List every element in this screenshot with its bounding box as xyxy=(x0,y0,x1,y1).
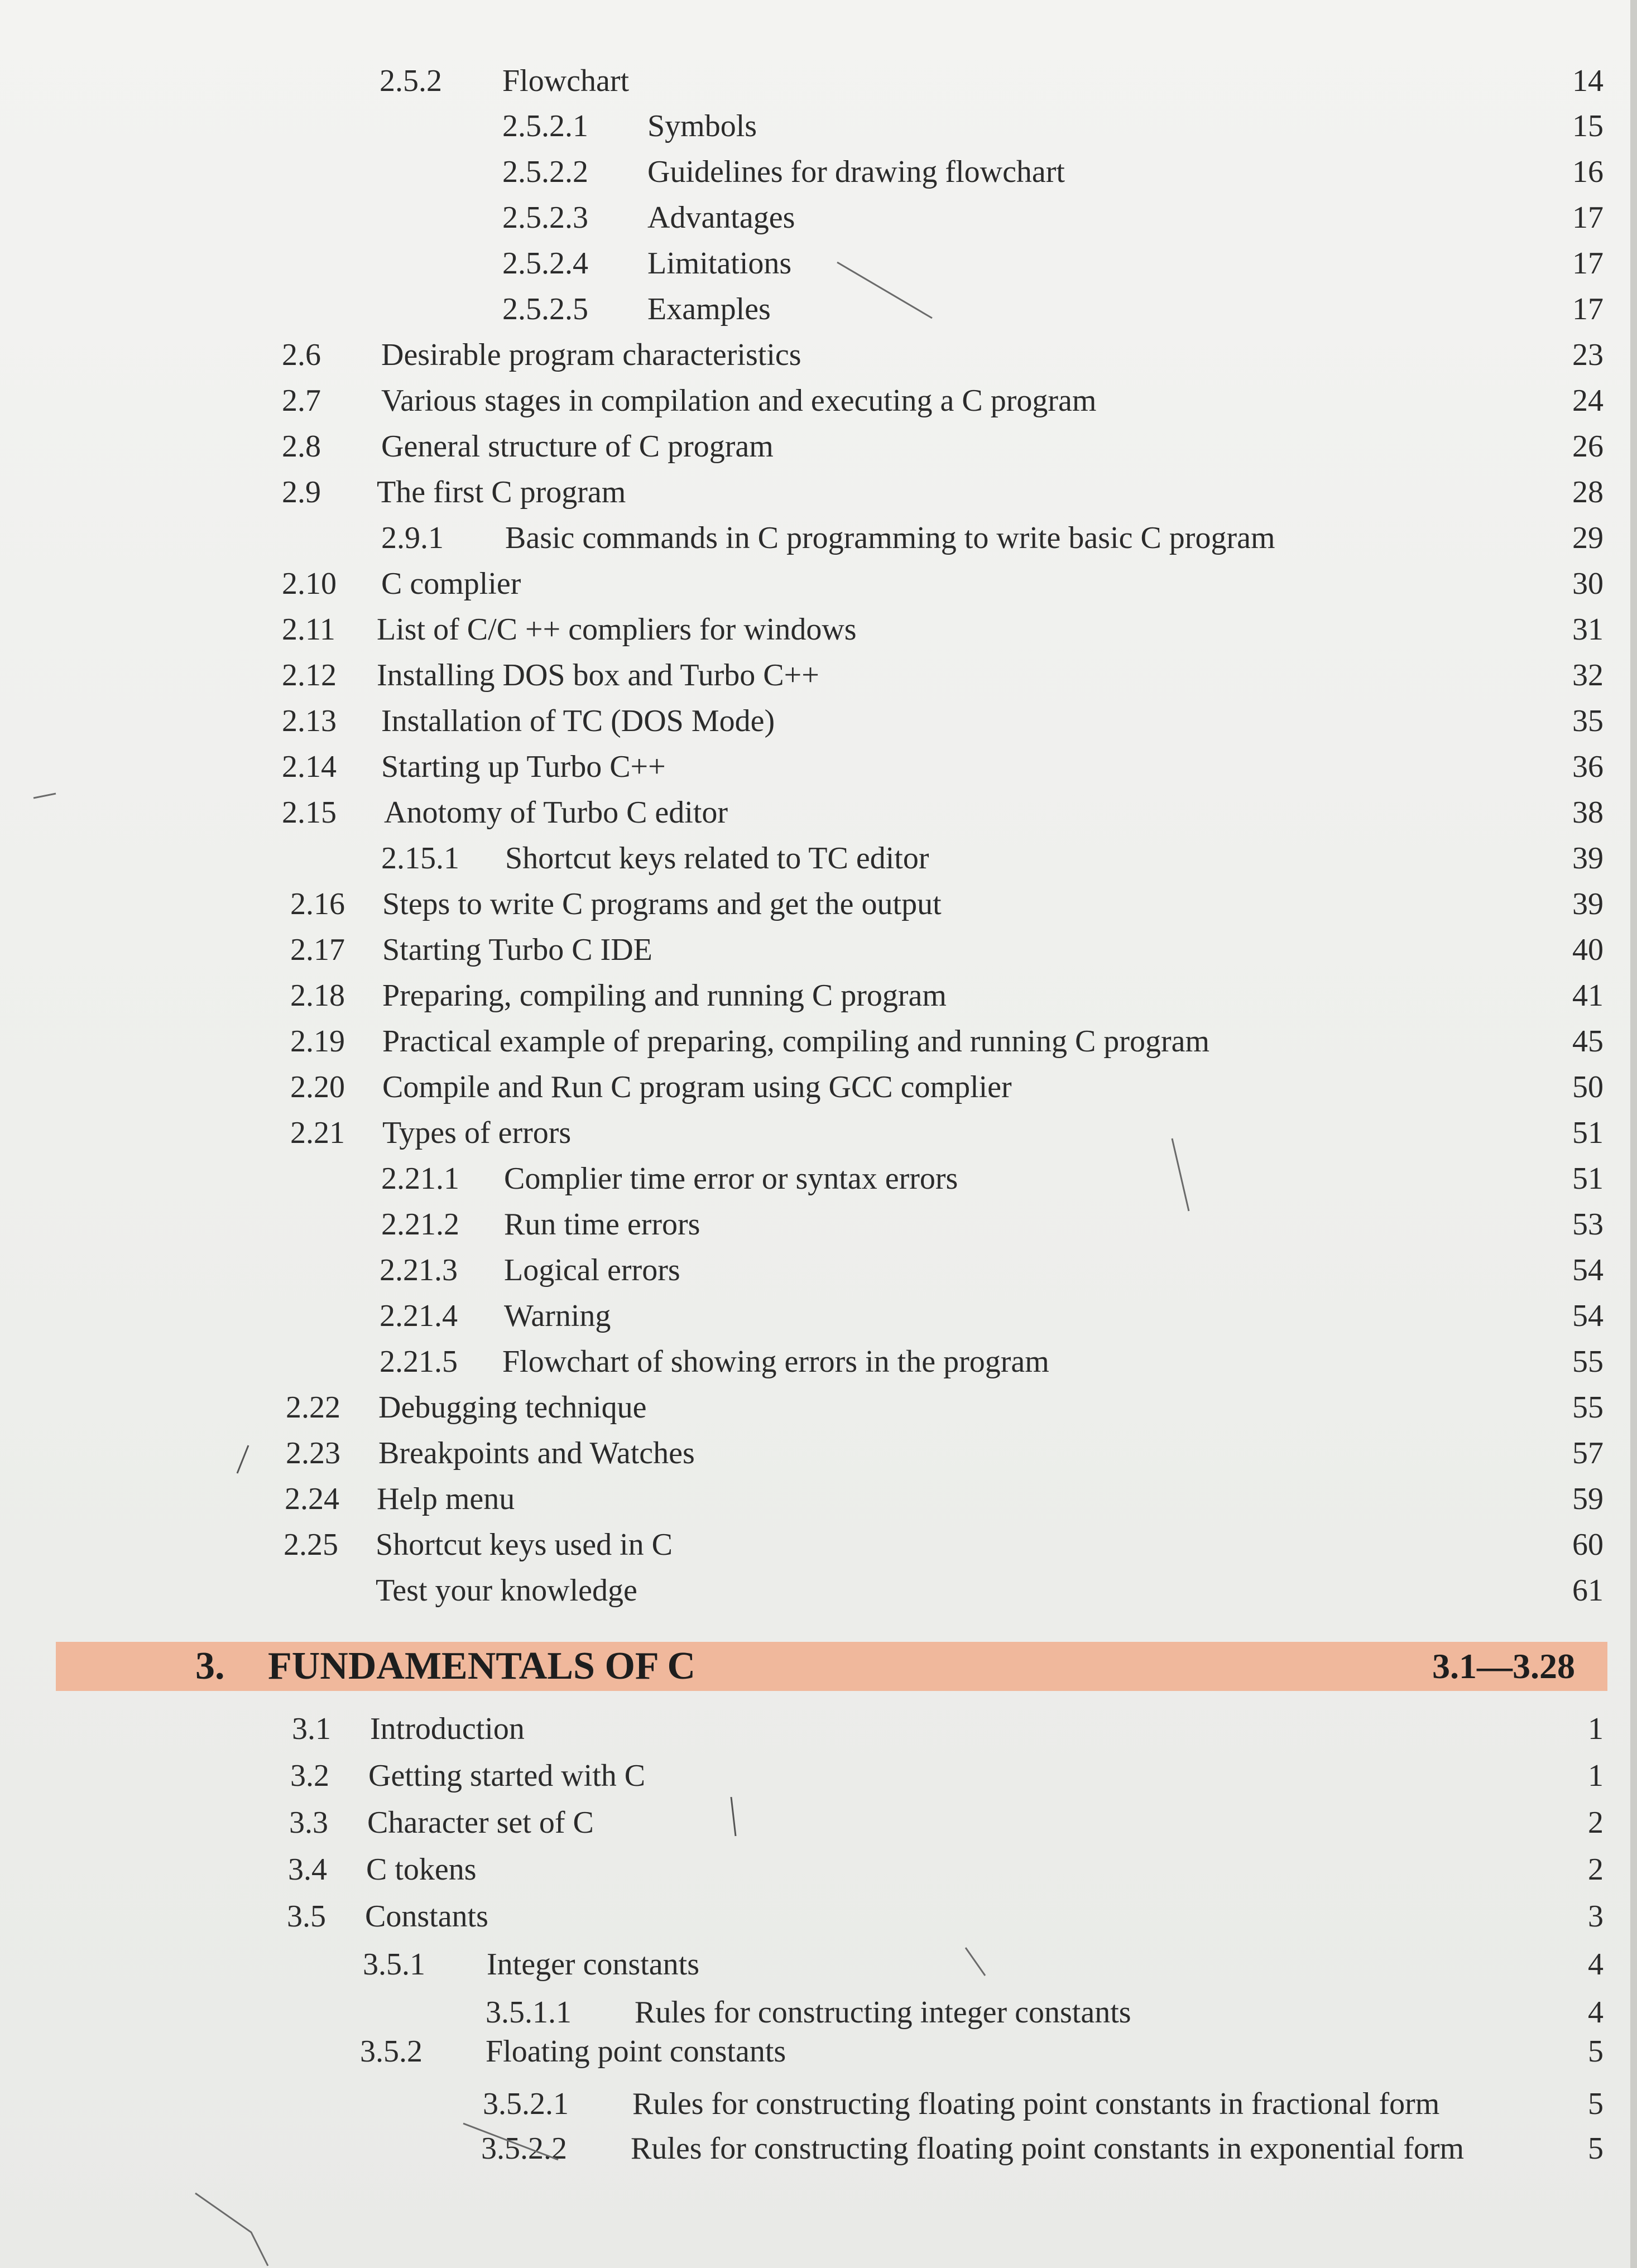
entry-number: 3.5 xyxy=(287,1899,326,1934)
entry-number: 2.12 xyxy=(282,658,337,693)
entry-page: 29 xyxy=(1572,521,1604,555)
entry-number: 3.4 xyxy=(288,1852,327,1887)
entry-title: Integer constants xyxy=(487,1947,699,1982)
entry-page: 51 xyxy=(1572,1161,1604,1196)
entry-number: 2.15.1 xyxy=(381,841,459,876)
pencil-stroke xyxy=(237,1445,248,1473)
entry-title: Test your knowledge xyxy=(376,1573,637,1608)
entry-number: 2.5.2 xyxy=(380,64,442,98)
entry-page: 24 xyxy=(1572,383,1604,418)
entry-title: Practical example of preparing, compiling and running C program xyxy=(382,1024,1210,1059)
entry-page: 55 xyxy=(1572,1390,1604,1425)
entry-number: 2.21.3 xyxy=(380,1253,458,1287)
entry-number: 3.5.2 xyxy=(360,2034,423,2069)
entry-title: Introduction xyxy=(370,1712,525,1746)
entry-title: Anotomy of Turbo C editor xyxy=(384,795,728,830)
entry-page: 39 xyxy=(1572,887,1604,921)
entry-number: 3.5.1.1 xyxy=(486,1995,572,2030)
entry-number: 2.7 xyxy=(282,383,321,418)
entry-page: 61 xyxy=(1572,1573,1604,1608)
entry-title: Compile and Run C program using GCC complier xyxy=(382,1070,1012,1104)
page-edge xyxy=(1630,0,1637,2268)
entry-number: 2.11 xyxy=(282,612,335,647)
entry-title: Installation of TC (DOS Mode) xyxy=(381,704,775,738)
entry-page: 53 xyxy=(1572,1207,1604,1242)
entry-title: Shortcut keys related to TC editor xyxy=(505,841,929,876)
entry-title: Symbols xyxy=(647,109,757,143)
entry-title: C complier xyxy=(381,566,521,601)
entry-title: Various stages in compilation and executing a C program xyxy=(381,383,1097,418)
entry-title: Rules for constructing floating point constants in fractional form xyxy=(632,2087,1440,2121)
entry-number: 2.5.2.4 xyxy=(502,246,588,281)
entry-number: 2.21.2 xyxy=(381,1207,459,1242)
entry-number: 2.10 xyxy=(282,566,337,601)
entry-number: 3.5.1 xyxy=(363,1947,425,1982)
entry-page: 50 xyxy=(1572,1070,1604,1104)
chapter-page-range: 3.1—3.28 xyxy=(1432,1646,1575,1686)
entry-number: 2.18 xyxy=(290,978,345,1013)
entry-page: 5 xyxy=(1588,2087,1604,2121)
entry-title: Breakpoints and Watches xyxy=(378,1436,695,1471)
entry-title: Rules for constructing floating point constants in exponential form xyxy=(631,2131,1465,2166)
entry-number: 2.5.2.1 xyxy=(502,109,588,143)
pencil-stroke xyxy=(731,1797,736,1836)
entry-number: 2.13 xyxy=(282,704,337,738)
entry-number: 2.20 xyxy=(290,1070,345,1104)
entry-page: 2 xyxy=(1588,1805,1604,1840)
entry-number: 2.23 xyxy=(286,1436,340,1471)
entry-title: Types of errors xyxy=(382,1116,572,1150)
entry-page: 35 xyxy=(1572,704,1604,738)
entry-page: 4 xyxy=(1588,1947,1604,1982)
entry-title: Getting started with C xyxy=(368,1758,646,1793)
entry-number: 2.21 xyxy=(290,1116,345,1150)
entry-number: 2.5.2.3 xyxy=(502,200,588,235)
entry-number: 2.17 xyxy=(290,933,345,967)
entry-number: 3.1 xyxy=(292,1712,331,1746)
entry-number: 2.25 xyxy=(284,1527,338,1562)
entry-title: Flowchart xyxy=(502,64,630,98)
entry-page: 17 xyxy=(1572,292,1604,326)
entry-title: Help menu xyxy=(377,1482,515,1516)
chapter-title: FUNDAMENTALS OF C xyxy=(268,1645,696,1688)
entry-page: 17 xyxy=(1572,246,1604,281)
entry-page: 55 xyxy=(1572,1344,1604,1379)
entry-page: 1 xyxy=(1588,1712,1604,1746)
entry-title: Limitations xyxy=(647,246,792,281)
entry-page: 14 xyxy=(1572,64,1604,98)
pencil-stroke xyxy=(195,2193,268,2266)
entry-title: Steps to write C programs and get the output xyxy=(382,887,942,921)
entry-number: 3.2 xyxy=(290,1758,329,1793)
entry-title: Basic commands in C programming to write basic C program xyxy=(505,521,1275,555)
entry-page: 16 xyxy=(1572,155,1604,189)
entry-title: Run time errors xyxy=(504,1207,700,1242)
entry-number: 3.3 xyxy=(289,1805,328,1840)
entry-number: 2.15 xyxy=(282,795,337,830)
entry-page: 31 xyxy=(1572,612,1604,647)
entry-number: 3.5.2.2 xyxy=(481,2131,567,2166)
entry-page: 38 xyxy=(1572,795,1604,830)
entry-number: 3.5.2.1 xyxy=(483,2087,569,2121)
pencil-stroke xyxy=(966,1948,985,1976)
entry-number: 2.5.2.2 xyxy=(502,155,588,189)
entry-title: Preparing, compiling and running C program xyxy=(382,978,947,1013)
entry-title: Flowchart of showing errors in the program xyxy=(502,1344,1049,1379)
entry-page: 32 xyxy=(1572,658,1604,693)
entry-number: 2.22 xyxy=(286,1390,340,1425)
entry-page: 5 xyxy=(1588,2131,1604,2166)
entry-page: 60 xyxy=(1572,1527,1604,1562)
entry-page: 23 xyxy=(1572,338,1604,372)
entry-number: 2.16 xyxy=(290,887,345,921)
entry-number: 2.21.4 xyxy=(380,1299,458,1333)
entry-page: 59 xyxy=(1572,1482,1604,1516)
entry-title: Starting Turbo C IDE xyxy=(382,933,652,967)
entry-title: Character set of C xyxy=(367,1805,594,1840)
entry-number: 2.9.1 xyxy=(381,521,444,555)
entry-number: 2.24 xyxy=(285,1482,339,1516)
entry-title: Rules for constructing integer constants xyxy=(635,1995,1131,2030)
entry-title: Complier time error or syntax errors xyxy=(504,1161,958,1196)
pencil-stroke xyxy=(463,2123,558,2160)
entry-page: 1 xyxy=(1588,1758,1604,1793)
entry-page: 3 xyxy=(1588,1899,1604,1934)
entry-title: Guidelines for drawing flowchart xyxy=(647,155,1065,189)
chapter-number: 3. xyxy=(195,1645,225,1688)
entry-page: 54 xyxy=(1572,1253,1604,1287)
entry-title: Advantages xyxy=(647,200,795,235)
entry-title: Desirable program characteristics xyxy=(381,338,801,372)
entry-number: 2.19 xyxy=(290,1024,345,1059)
entry-title: Installing DOS box and Turbo C++ xyxy=(377,658,819,693)
entry-number: 2.5.2.5 xyxy=(502,292,588,326)
entry-number: 2.8 xyxy=(282,429,321,464)
entry-page: 51 xyxy=(1572,1116,1604,1150)
entry-page: 39 xyxy=(1572,841,1604,876)
entry-title: List of C/C ++ compliers for windows xyxy=(377,612,857,647)
entry-title: Logical errors xyxy=(504,1253,680,1287)
entry-page: 28 xyxy=(1572,475,1604,510)
pencil-stroke xyxy=(837,262,932,318)
entry-title: Examples xyxy=(647,292,771,326)
entry-number: 2.14 xyxy=(282,749,337,784)
entry-title: Starting up Turbo C++ xyxy=(381,749,666,784)
pencil-stroke xyxy=(1172,1138,1189,1211)
entry-title: Shortcut keys used in C xyxy=(376,1527,673,1562)
entry-title: C tokens xyxy=(366,1852,477,1887)
entry-page: 4 xyxy=(1588,1995,1604,2030)
entry-page: 36 xyxy=(1572,749,1604,784)
entry-title: General structure of C program xyxy=(381,429,774,464)
entry-page: 57 xyxy=(1572,1436,1604,1471)
entry-title: Floating point constants xyxy=(486,2034,786,2069)
entry-title: Constants xyxy=(365,1899,488,1934)
entry-number: 2.21.1 xyxy=(381,1161,459,1196)
entry-page: 2 xyxy=(1588,1852,1604,1887)
entry-page: 15 xyxy=(1572,109,1604,143)
pencil-stroke xyxy=(33,794,56,798)
entry-page: 54 xyxy=(1572,1299,1604,1333)
entry-page: 26 xyxy=(1572,429,1604,464)
entry-number: 2.6 xyxy=(282,338,321,372)
entry-page: 45 xyxy=(1572,1024,1604,1059)
entry-page: 40 xyxy=(1572,933,1604,967)
entry-title: Debugging technique xyxy=(378,1390,647,1425)
entry-title: The first C program xyxy=(377,475,626,510)
entry-page: 30 xyxy=(1572,566,1604,601)
entry-number: 2.21.5 xyxy=(380,1344,458,1379)
entry-number: 2.9 xyxy=(282,475,321,510)
entry-title: Warning xyxy=(504,1299,611,1333)
entry-page: 5 xyxy=(1588,2034,1604,2069)
entry-page: 17 xyxy=(1572,200,1604,235)
entry-page: 41 xyxy=(1572,978,1604,1013)
